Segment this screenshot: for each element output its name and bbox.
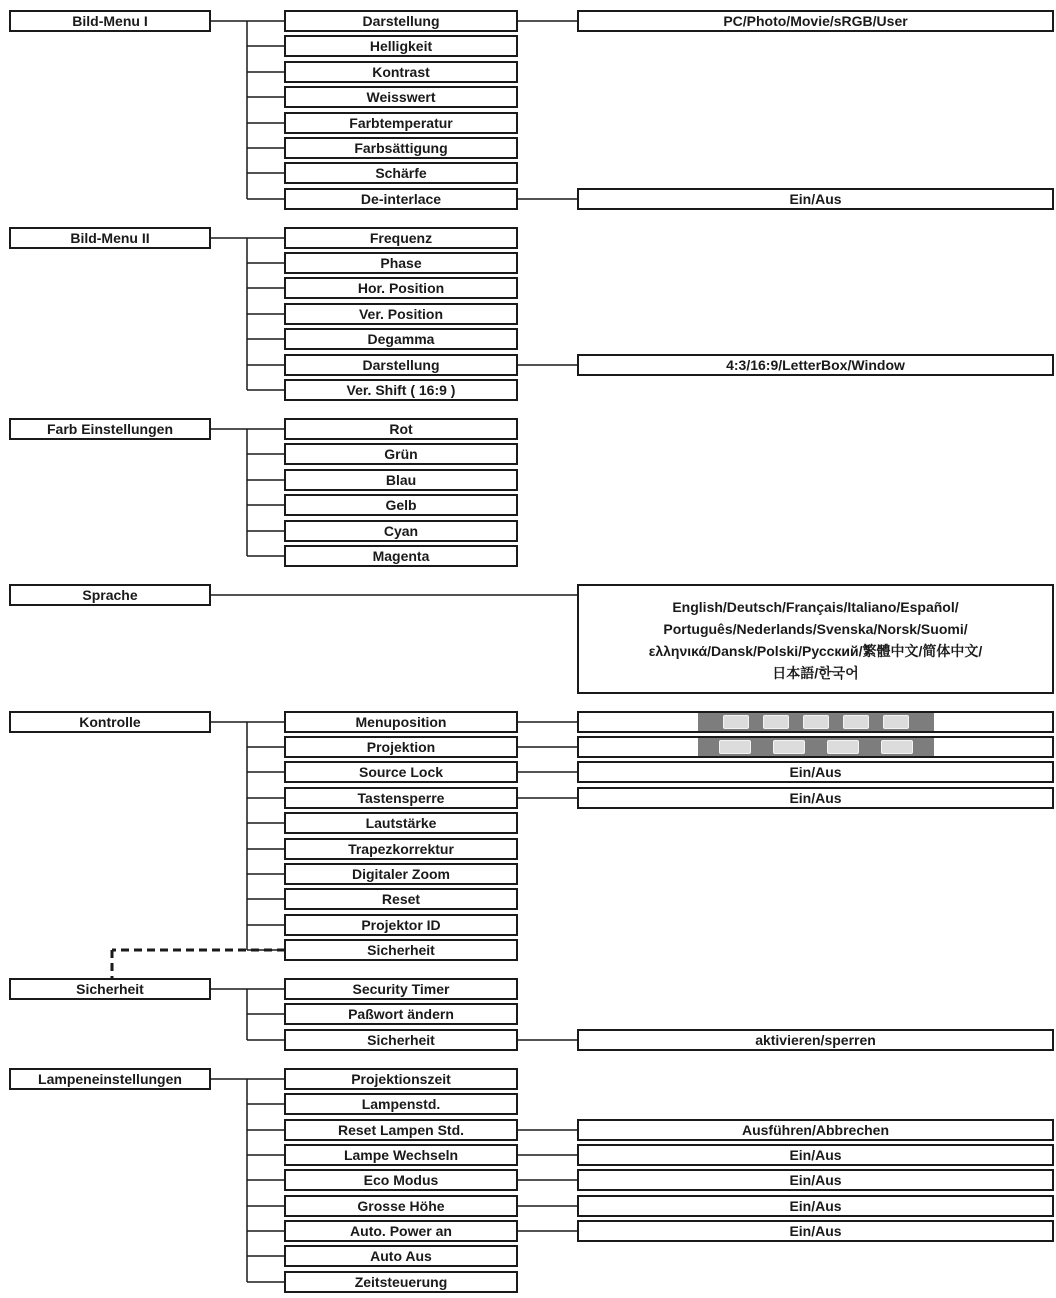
item-darstellung-2: Darstellung <box>284 354 518 376</box>
option-auto-power-an: Ein/Aus <box>577 1220 1054 1242</box>
item-lampe-wechseln: Lampe Wechseln <box>284 1144 518 1166</box>
item-passwort-aendern: Paßwort ändern <box>284 1003 518 1025</box>
item-zeitsteuerung: Zeitsteuerung <box>284 1271 518 1293</box>
item-eco-modus: Eco Modus <box>284 1169 518 1191</box>
item-auto-power-an: Auto. Power an <box>284 1220 518 1242</box>
projektion-icon-strip <box>698 738 934 756</box>
group-title-bild-menu-1: Bild-Menu I <box>9 10 211 32</box>
group-title-lampeneinstellungen: Lampeneinstellungen <box>9 1068 211 1090</box>
option-aspect-ratio: 4:3/16:9/LetterBox/Window <box>577 354 1054 376</box>
item-cyan: Cyan <box>284 520 518 542</box>
item-magenta: Magenta <box>284 545 518 567</box>
item-tastensperre: Tastensperre <box>284 787 518 809</box>
item-security-timer: Security Timer <box>284 978 518 1000</box>
menuposition-bottom-right-icon <box>883 715 909 729</box>
option-source-lock: Ein/Aus <box>577 761 1054 783</box>
projection-rear-desktop-icon <box>827 740 859 754</box>
option-darstellung-modes: PC/Photo/Movie/sRGB/User <box>577 10 1054 32</box>
option-grosse-hoehe: Ein/Aus <box>577 1195 1054 1217</box>
item-hor-position: Hor. Position <box>284 277 518 299</box>
item-projektor-id: Projektor ID <box>284 914 518 936</box>
option-menuposition-icons <box>577 711 1054 733</box>
projection-front-ceiling-icon <box>773 740 805 754</box>
item-digitaler-zoom: Digitaler Zoom <box>284 863 518 885</box>
item-farbsaettigung: Farbsättigung <box>284 137 518 159</box>
option-sicherheit: aktivieren/sperren <box>577 1029 1054 1051</box>
item-sicherheit: Sicherheit <box>284 1029 518 1051</box>
option-projektion-icons <box>577 736 1054 758</box>
item-ver-position: Ver. Position <box>284 303 518 325</box>
group-title-sprache: Sprache <box>9 584 211 606</box>
option-lampe-wechseln: Ein/Aus <box>577 1144 1054 1166</box>
menuposition-top-left-icon <box>723 715 749 729</box>
item-trapezkorrektur: Trapezkorrektur <box>284 838 518 860</box>
item-projektion: Projektion <box>284 736 518 758</box>
item-gelb: Gelb <box>284 494 518 516</box>
item-helligkeit: Helligkeit <box>284 35 518 57</box>
group-title-farb-einstellungen: Farb Einstellungen <box>9 418 211 440</box>
item-grosse-hoehe: Grosse Höhe <box>284 1195 518 1217</box>
item-kontrast: Kontrast <box>284 61 518 83</box>
language-line-3: ελληνικά/Dansk/Polski/Русский/繁體中文/简体中文/ <box>648 643 983 659</box>
item-de-interlace: De-interlace <box>284 188 518 210</box>
item-lampenstd: Lampenstd. <box>284 1093 518 1115</box>
option-reset-lampen-std: Ausführen/Abbrechen <box>577 1119 1054 1141</box>
item-gruen: Grün <box>284 443 518 465</box>
item-darstellung: Darstellung <box>284 10 518 32</box>
item-reset: Reset <box>284 888 518 910</box>
item-sicherheit-link: Sicherheit <box>284 939 518 961</box>
group-title-bild-menu-2: Bild-Menu II <box>9 227 211 249</box>
item-projektionszeit: Projektionszeit <box>284 1068 518 1090</box>
projection-rear-ceiling-icon <box>881 740 913 754</box>
item-ver-shift: Ver. Shift ( 16:9 ) <box>284 379 518 401</box>
group-title-kontrolle: Kontrolle <box>9 711 211 733</box>
item-menuposition: Menuposition <box>284 711 518 733</box>
language-line-4: 日本語/한국어 <box>772 665 859 681</box>
language-line-1: English/Deutsch/Français/Italiano/Español/ <box>672 599 959 615</box>
menuposition-center-icon <box>803 715 829 729</box>
menuposition-top-right-icon <box>763 715 789 729</box>
item-blau: Blau <box>284 469 518 491</box>
projection-front-desktop-icon <box>719 740 751 754</box>
item-weisswert: Weisswert <box>284 86 518 108</box>
item-farbtemperatur: Farbtemperatur <box>284 112 518 134</box>
item-degamma: Degamma <box>284 328 518 350</box>
item-frequenz: Frequenz <box>284 227 518 249</box>
option-eco-modus: Ein/Aus <box>577 1169 1054 1191</box>
item-lautstaerke: Lautstärke <box>284 812 518 834</box>
item-reset-lampen-std: Reset Lampen Std. <box>284 1119 518 1141</box>
item-schaerfe: Schärfe <box>284 162 518 184</box>
menuposition-icon-strip <box>698 713 934 731</box>
item-auto-aus: Auto Aus <box>284 1245 518 1267</box>
option-de-interlace: Ein/Aus <box>577 188 1054 210</box>
language-line-2: Português/Nederlands/Svenska/Norsk/Suomi/ <box>663 621 968 637</box>
group-title-sicherheit: Sicherheit <box>9 978 211 1000</box>
menuposition-bottom-left-icon <box>843 715 869 729</box>
option-sprache-languages <box>577 584 1054 694</box>
item-phase: Phase <box>284 252 518 274</box>
option-tastensperre: Ein/Aus <box>577 787 1054 809</box>
item-rot: Rot <box>284 418 518 440</box>
item-source-lock: Source Lock <box>284 761 518 783</box>
